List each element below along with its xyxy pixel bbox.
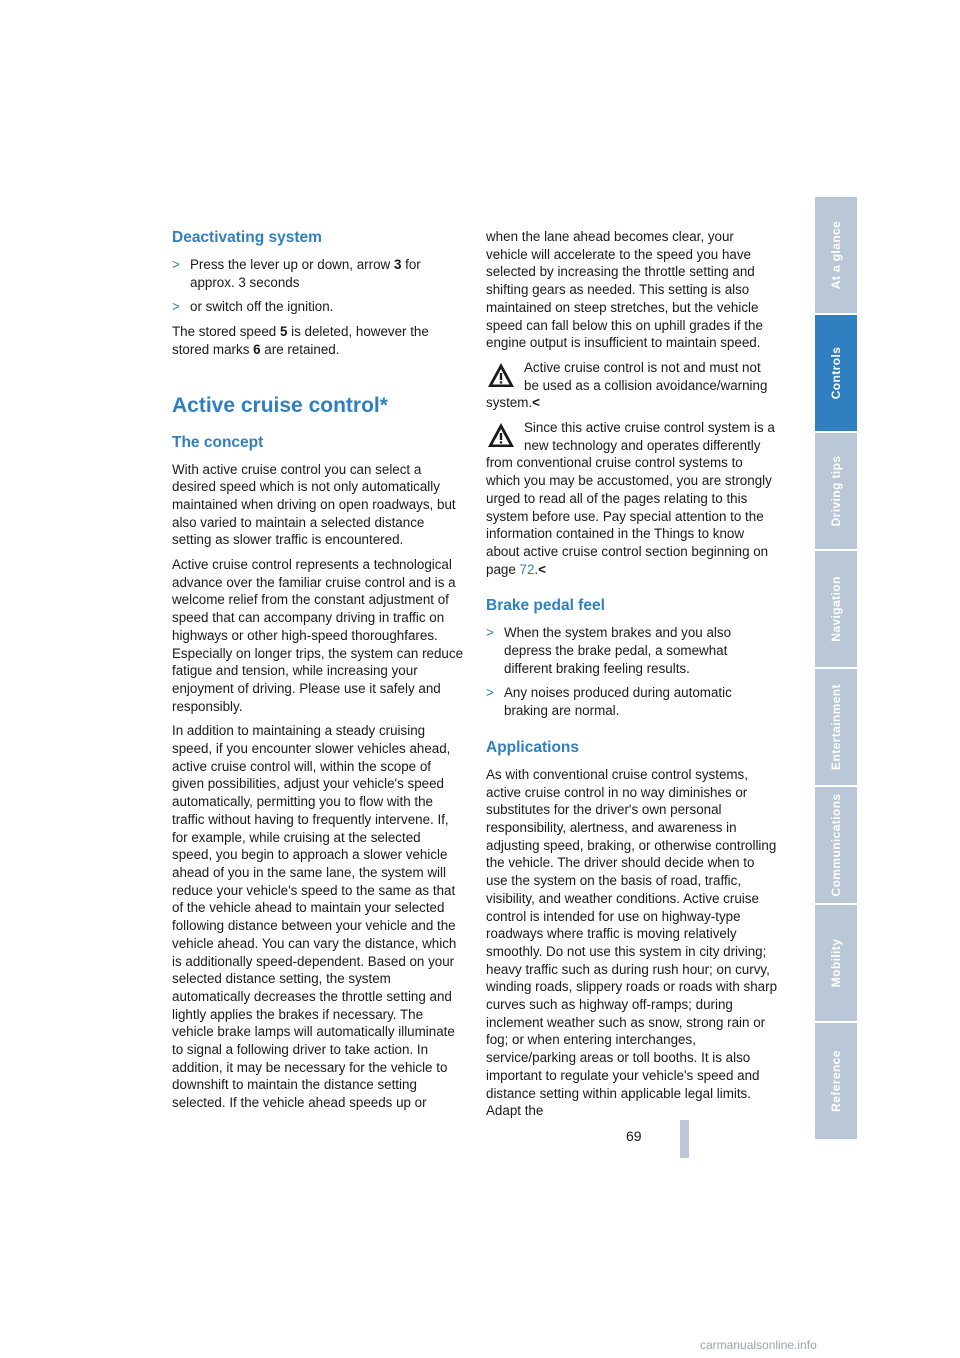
concept-paragraph: In addition to maintaining a steady cruising speed, if you encounter slower vehicles ahead, active cruise control will, within the scope of given possibilities, adjust your vehicle's speed automatically, permitting you to flow with the traffic without having to frequently intervene. If, for example, while cruising at the selected speed, you begin to approach a slower vehicle ahead of you in the same lane, the system will reduce your vehicle's speed to the same as that of the vehicle ahead to maintain your selected following distance between your vehicle and the vehicle ahead. You can vary the distance, which is additionally speed-dependent. Based on your selected distance setting, the system automatically decreases the throttle setting and lightly applies the brakes if necessary. The vehicle brake lamps will automatically illuminate to signal a following driver to take action. In addition, it may be necessary for the vehicle to downshift to maintain the distance setting selected. If the vehicle ahead speeds up or xyxy=(172,723,457,1111)
warning-note: Since this active cruise control system is a new technology and operates differently from conventional cruise control systems to which you may be accustomed, you are strongly urged to read all of the pages relating to this system before use. Pay special attention to the information contained in the Things to know about active cruise control section beginning on page 72.< xyxy=(486,420,775,577)
deactivating-heading: Deactivating system xyxy=(172,229,322,246)
bullet-marker: > xyxy=(172,299,180,315)
watermark: carmanualsonline.info xyxy=(700,1338,817,1352)
tab-reference[interactable]: Reference xyxy=(815,1023,857,1141)
tab-entertainment[interactable]: Entertainment xyxy=(815,669,857,787)
concept-heading: The concept xyxy=(172,433,264,451)
bullet-marker: > xyxy=(172,257,180,272)
bullet-marker: > xyxy=(486,685,494,701)
tab-driving-tips[interactable]: Driving tips xyxy=(815,433,857,551)
right-column xyxy=(486,228,778,1127)
tab-mobility[interactable]: Mobility xyxy=(815,905,857,1023)
applications-heading: Applications xyxy=(486,738,580,756)
tab-navigation[interactable]: Navigation xyxy=(815,551,857,669)
page-link[interactable]: 72 xyxy=(519,561,535,577)
warning-triangle-icon xyxy=(486,361,516,389)
brake-heading: Brake pedal feel xyxy=(486,597,605,615)
arrow-number: 3 xyxy=(393,257,402,272)
tab-controls[interactable]: Controls xyxy=(815,315,857,433)
list-item: > When the system brakes and you also depress the brake pedal, a somewhat different braking feeling results. xyxy=(486,625,732,676)
applications-paragraph: As with conventional cruise control systems, active cruise control in no way diminishes or substitutes for the driver's own personal responsibility, alertness, and awareness in adjusting speed, braking, or otherwise controlling the vehicle. The driver should decide when to use the system on the basis of road, traffic, visibility, and weather conditions. Active cruise control is intended for use on highway-type roadways where traffic is moving relatively smoothly. Do not use this system in city driving; heavy traffic such as during rush hour; on curvy, winding roads, slippery roads or roads with sharp curves such as highway off-ramps; during inclement weather such as snow, strong rain or fog; or when entering interchanges, service/parking areas or toll booths. It is also important to regulate your vehicle's speed and distance setting within applicable legal limits. Adapt the xyxy=(486,766,778,1119)
section-title: Active cruise control* xyxy=(172,393,388,417)
bullet-marker: > xyxy=(486,625,494,641)
continuation-paragraph: when the lane ahead becomes clear, your vehicle will accelerate to the speed you have selected by increasing the throttle setting and shifting gears as needed. This setting is also maintained on steep stretches, but the vehicle speed can fall below this on uphill grades if the engine output is insufficient to maintain speed. xyxy=(486,229,763,351)
warning-note: Active cruise control is not and must not be used as a collision avoidance/warning system.< xyxy=(486,359,768,411)
tab-at-a-glance[interactable]: At a glance xyxy=(815,197,857,315)
tab-communications[interactable]: Communications xyxy=(815,787,857,905)
left-column xyxy=(172,228,464,1119)
list-item: > Press the lever up or down, arrow 3 for approx. 3 seconds xyxy=(172,257,421,290)
page-marker-bar xyxy=(680,1120,689,1158)
list-item: > Any noises produced during automatic braking are normal. xyxy=(486,685,732,719)
page-number: 69 xyxy=(626,1128,642,1144)
concept-paragraph: With active cruise control you can select a desired speed which is not only automatically maintained when driving on open roadways, but also varied to maintain a selected distance setting as slower traffic is encountered. xyxy=(172,461,456,548)
warning-triangle-icon xyxy=(486,421,516,449)
chapter-sidebar xyxy=(815,197,857,1141)
stored-speed-note: The stored speed 5 is deleted, however the stored marks 6 are retained. xyxy=(172,324,429,357)
list-item: > or switch off the ignition. xyxy=(172,299,334,315)
concept-paragraph: Active cruise control represents a technological advance over the familiar cruise control and is a welcome relief from the constant adjustment of speed that can accompany driving in traffic on highways or other high-speed thoroughfares. Especially on longer trips, the system can reduce fatigue and tension, while increasing your enjoyment of driving. Please use it safely and responsibly. xyxy=(172,557,464,714)
